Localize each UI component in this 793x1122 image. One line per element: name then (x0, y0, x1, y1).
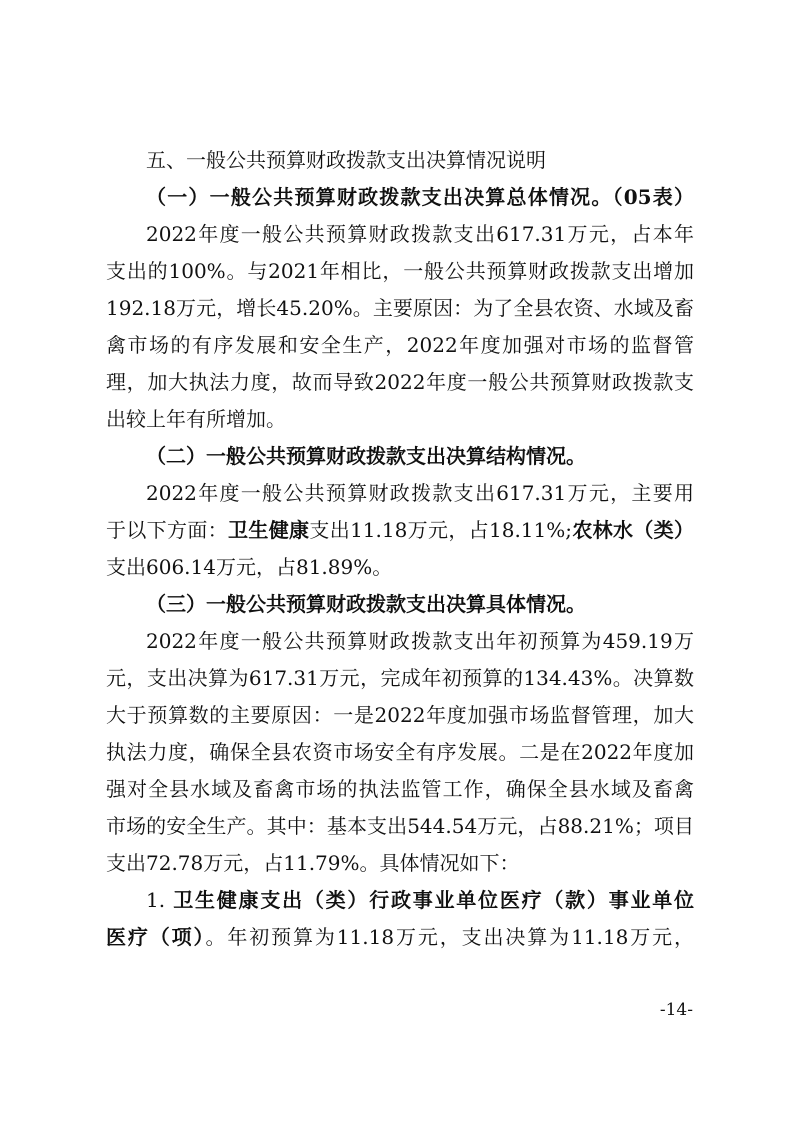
item-1-title (106, 882, 694, 919)
paragraph-line: 理，加大执法力度，故而导致2022年度一般公共预算财政拨款支 (106, 370, 694, 394)
text-run: 于以下方面： (106, 518, 229, 542)
paragraph-line (106, 919, 694, 956)
subsection-2-title: （二）一般公共预算财政拨款支出决算结构情况。 (146, 444, 586, 468)
section-heading: 五、一般公共预算财政拨款支出决算情况说明 (146, 148, 546, 172)
subsection-1-title: （一）一般公共预算财政拨款支出决算总体情况。（05表） (146, 185, 694, 209)
bold-term-agriculture: 农林水（类） (572, 518, 694, 542)
paragraph-line: 出较上年有所增加。 (106, 407, 286, 431)
paragraph-line (106, 512, 694, 549)
paragraph-line: 执法力度，确保全县农资市场安全有序发展。二是在2022年度加 (106, 740, 694, 764)
bold-term-health: 卫生健康 (228, 518, 310, 542)
paragraph-line: 支出的100%。与2021年相比，一般公共预算财政拨款支出增加 (106, 259, 694, 283)
paragraph-line: 支出72.78万元，占11.79%。具体情况如下： (106, 851, 520, 875)
paragraph-line: 2022年度一般公共预算财政拨款支出617.31万元，占本年 (146, 222, 694, 246)
text-run: 支出11.18万元，占18.11%; (309, 518, 572, 542)
page-number: -14- (659, 1000, 693, 1020)
subsection-3-title: （三）一般公共预算财政拨款支出决算具体情况。 (146, 592, 586, 616)
text-run: 。年初预算为11.18万元，支出决算为11.18万元， (205, 925, 694, 949)
item-number: 1. (146, 888, 166, 912)
paragraph-line: 支出606.14万元，占81.89%。 (106, 555, 393, 579)
document-body (106, 142, 694, 956)
item-1-bold-title: 卫生健康支出（类）行政事业单位医疗（款）事业单位 (173, 888, 694, 912)
paragraph-line: 2022年度一般公共预算财政拨款支出617.31万元，主要用 (146, 481, 694, 505)
paragraph-line: 禽市场的有序发展和安全生产，2022年度加强对市场的监督管 (106, 333, 694, 357)
paragraph-line: 元，支出决算为617.31万元，完成年初预算的134.43%。决算数 (106, 666, 694, 690)
paragraph-line: 强对全县水域及畜禽市场的执法监管工作，确保全县水域及畜禽 (106, 777, 694, 801)
item-1-bold-title-cont: 医疗（项） (106, 925, 206, 949)
paragraph-line: 192.18万元，增长45.20%。主要原因：为了全县农资、水域及畜 (106, 296, 694, 320)
paragraph-line: 大于预算数的主要原因：一是2022年度加强市场监督管理，加大 (106, 703, 694, 727)
paragraph-line: 市场的安全生产。其中：基本支出544.54万元，占88.21%；项目 (106, 814, 694, 838)
paragraph-line: 2022年度一般公共预算财政拨款支出年初预算为459.19万 (146, 629, 694, 653)
